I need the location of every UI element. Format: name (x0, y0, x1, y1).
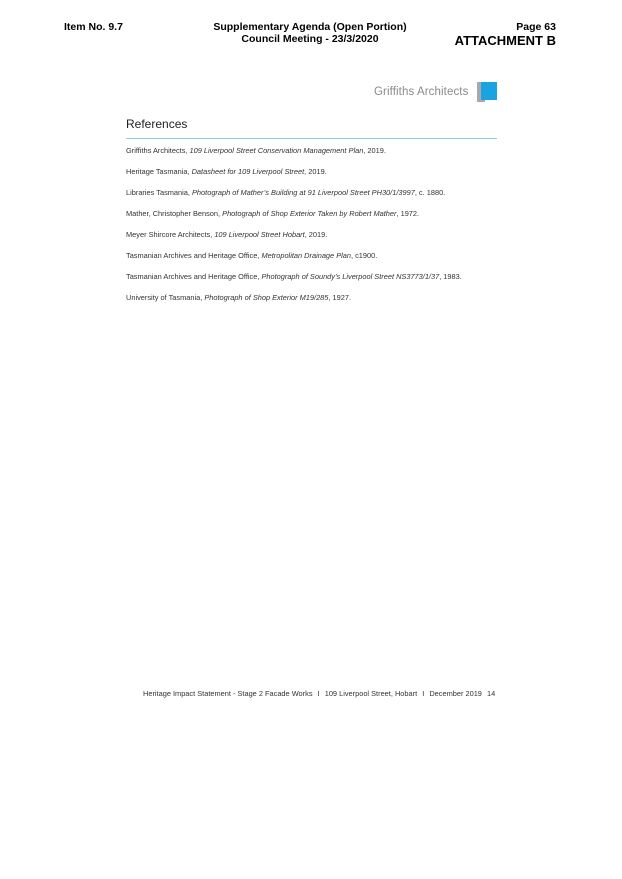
reference-title: Datasheet for 109 Liverpool Street (191, 167, 305, 176)
reference-author: Tasmanian Archives and Heritage Office, (126, 272, 262, 281)
reference-title: Photograph of Mather’s Building at 91 Liverpool Street PH30/1/3997 (192, 188, 415, 197)
reference-item (126, 143, 506, 164)
reference-author: Heritage Tasmania, (126, 167, 192, 176)
reference-year: , 1927. (328, 293, 352, 302)
reference-item (126, 290, 506, 311)
reference-author: Libraries Tasmania, (126, 188, 192, 197)
company-logo-text: Griffiths Architects (374, 86, 469, 98)
reference-year: , 1983. (439, 272, 462, 281)
reference-author: Meyer Shircore Architects, (126, 230, 215, 239)
footer-separator: I (317, 689, 320, 698)
page-label: Page 63 (516, 21, 556, 33)
reference-year: , c. 1880. (414, 188, 446, 197)
reference-title: Photograph of Soundy’s Liverpool Street NS3773/1/37 (261, 272, 440, 281)
reference-year: , 1972. (396, 209, 420, 218)
reference-list (126, 143, 506, 311)
reference-title: Metropolitan Drainage Plan (261, 251, 351, 260)
reference-year: , 2019. (304, 230, 328, 239)
agenda-heading (200, 21, 420, 45)
reference-item (126, 227, 506, 248)
reference-author: Tasmanian Archives and Heritage Office, (126, 251, 262, 260)
reference-title: 109 Liverpool Street Conservation Management Plan (189, 146, 364, 155)
reference-author: University of Tasmania, (126, 293, 205, 302)
reference-author: Griffiths Architects, (126, 146, 190, 155)
page-footer (143, 689, 498, 698)
title-divider (126, 138, 497, 139)
reference-year: , 2019. (363, 146, 386, 155)
reference-author: Mather, Christopher Benson, (126, 209, 223, 218)
reference-item (126, 185, 506, 206)
meeting-date: Council Meeting - 23/3/2020 (241, 33, 379, 45)
item-number: Item No. 9.7 (64, 21, 123, 33)
reference-title: Photograph of Shop Exterior M19/285 (204, 293, 329, 302)
attachment-label: ATTACHMENT B (454, 33, 556, 48)
footer-page-number: 14 (486, 689, 496, 698)
footer-address: 109 Liverpool Street, Hobart (324, 689, 418, 698)
reference-item (126, 206, 506, 227)
reference-item (126, 269, 506, 290)
company-logo-icon (477, 82, 497, 102)
reference-item (126, 164, 506, 185)
reference-title: Photograph of Shop Exterior Taken by Robert Mather (222, 209, 397, 218)
section-title: References (126, 117, 188, 131)
reference-year: , c1900. (351, 251, 378, 260)
agenda-title: Supplementary Agenda (Open Portion) (213, 21, 407, 33)
reference-title: 109 Liverpool Street Hobart (214, 230, 305, 239)
footer-document-title: Heritage Impact Statement - Stage 2 Facade Works (143, 689, 313, 698)
reference-year: , 2019. (304, 167, 327, 176)
reference-item (126, 248, 506, 269)
footer-separator: I (422, 689, 425, 698)
footer-date: December 2019 (429, 689, 482, 698)
